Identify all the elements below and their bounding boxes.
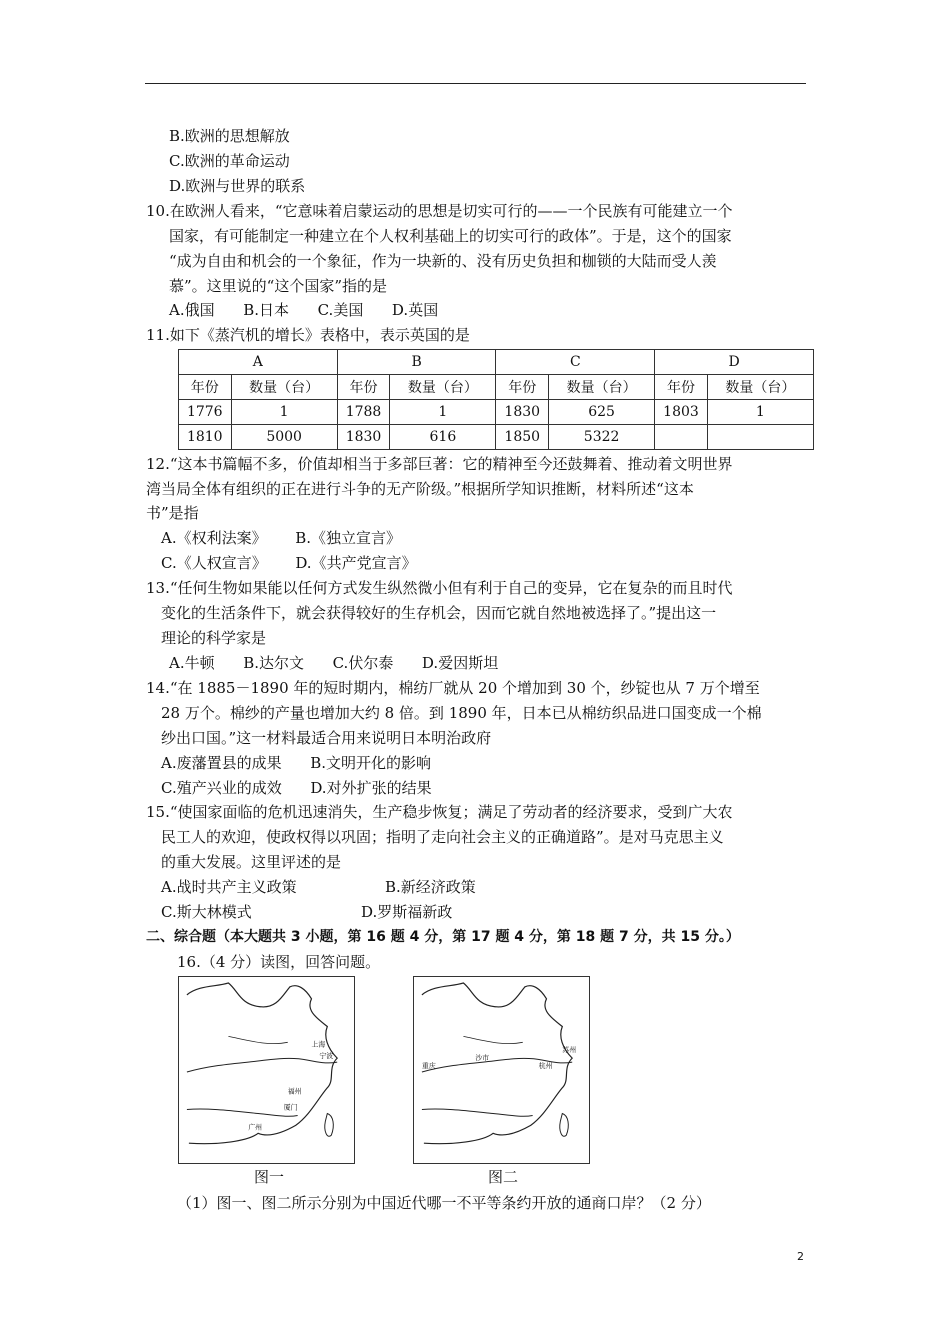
q12-line-3: 书”是指	[146, 504, 199, 522]
table-cell: 1776	[179, 400, 232, 425]
q13-options: A.牛顿 B.达尔文 C.伏尔泰 D.爱因斯坦	[169, 654, 499, 672]
table-row	[179, 400, 814, 425]
map1-label-guangzhou: 广州	[248, 1123, 263, 1132]
q13-line-1: 13.“任何生物如果能以任何方式发生纵然微小但有利于自己的变异，它在复杂的而且时代	[146, 579, 733, 597]
q10-line-4: 慕”。这里说的“这个国家”指的是	[169, 277, 388, 295]
q10-line-2: 国家，有可能制定一种建立在个人权利基础上的切实可行的政体”。于是，这个的国家	[169, 227, 732, 245]
col-year: 年份	[496, 375, 549, 400]
q14-line-2: 28 万个。棉纱的产量也增加大约 8 倍。到 1890 年，日本已从棉纺织品进口国变成一个棉	[161, 704, 762, 722]
table-cell: 1850	[496, 425, 549, 450]
q14-options-ab: A.废藩置县的成果 B.文明开化的影响	[161, 754, 432, 772]
table-cell: 1788	[337, 400, 390, 425]
q12-line-2: 湾当局全体有组织的正在进行斗争的无产阶级。”根据所学知识推断，材料所述“这本	[146, 480, 694, 498]
map2-caption: 图二	[488, 1168, 519, 1186]
q9-option-b: B.欧洲的思想解放	[169, 127, 290, 145]
page-number: 2	[797, 1250, 804, 1263]
map2-label-chongqing: 重庆	[421, 1062, 436, 1071]
q12-options-ab: A.《权利法案》 B.《独立宣言》	[161, 529, 402, 547]
col-year: 年份	[179, 375, 232, 400]
q13-line-2: 变化的生活条件下，就会获得较好的生存机会，因而它就自然地被选择了。”提出这一	[161, 604, 717, 622]
map1-label-ningbo: 宁波	[319, 1052, 334, 1061]
q9-option-d: D.欧洲与世界的联系	[169, 177, 306, 195]
q15-option-d: D.罗斯福新政	[361, 903, 453, 921]
group-a: A	[179, 350, 338, 375]
china-coast-map-2	[414, 977, 589, 1163]
map1-caption: 图一	[254, 1168, 285, 1186]
steam-engine-table	[178, 349, 814, 450]
header-rule	[145, 83, 806, 84]
q14-line-3: 纱出口国。”这一材料最适合用来说明日本明治政府	[161, 729, 492, 747]
map2-label-shashi: 沙市	[475, 1054, 490, 1063]
group-d: D	[655, 350, 814, 375]
q9-option-c: C.欧洲的革命运动	[169, 152, 290, 170]
map1-label-shanghai: 上海	[311, 1040, 326, 1049]
col-count: 数量（台）	[549, 375, 655, 400]
table-cell: 1830	[337, 425, 390, 450]
table-cell	[655, 425, 708, 450]
table-cell: 625	[549, 400, 655, 425]
q11-stem: 11.如下《蒸汽机的增长》表格中，表示英国的是	[146, 326, 470, 344]
map1-label-fuzhou: 福州	[287, 1087, 302, 1096]
q13-line-3: 理论的科学家是	[161, 629, 267, 647]
table-cell: 1810	[179, 425, 232, 450]
map2-label-hangzhou: 杭州	[538, 1062, 553, 1071]
q15-option-c: C.斯大林模式	[161, 903, 252, 921]
table-cell: 1	[390, 400, 496, 425]
q12-options-cd: C.《人权宣言》 D.《共产党宣言》	[161, 554, 417, 572]
q14-options-cd: C.殖产兴业的成效 D.对外扩张的结果	[161, 779, 432, 797]
col-year: 年份	[655, 375, 708, 400]
q15-option-b: B.新经济政策	[385, 878, 476, 896]
section-heading: 二、综合题（本大题共 3 小题，第 16 题 4 分，第 17 题 4 分，第 18 题 7 分，共 15 分。）	[146, 929, 740, 945]
q15-line-1: 15.“使国家面临的危机迅速消失，生产稳步恢复；满足了劳动者的经济要求，受到广大农	[146, 803, 733, 821]
q15-line-3: 的重大发展。这里评述的是	[161, 853, 342, 871]
table-cell: 1	[231, 400, 337, 425]
q16-sub-1: （1）图一、图二所示分别为中国近代哪一不平等条约开放的通商口岸？（2 分）	[177, 1194, 711, 1212]
map2-label-suzhou: 苏州	[562, 1046, 577, 1055]
col-count: 数量（台）	[390, 375, 496, 400]
table-cell	[707, 425, 813, 450]
group-b: B	[337, 350, 496, 375]
q10-options: A.俄国 B.日本 C.美国 D.英国	[169, 301, 439, 319]
map-figure-2	[413, 976, 590, 1164]
table-row	[179, 425, 814, 450]
q14-line-1: 14.“在 1885－1890 年的短时期内，棉纺厂就从 20 个增加到 30 个，纱锭也从 7 万个增至	[146, 679, 760, 697]
map-figure-1	[178, 976, 355, 1164]
china-coast-map-1	[179, 977, 354, 1163]
table-header-columns	[179, 375, 814, 400]
q10-line-3: “成为自由和机会的一个象征，作为一块新的、没有历史负担和枷锁的大陆而受人羡	[169, 252, 717, 270]
q15-line-2: 民工人的欢迎，使政权得以巩固；指明了走向社会主义的正确道路”。是对马克思主义	[161, 828, 724, 846]
table-cell: 1830	[496, 400, 549, 425]
col-count: 数量（台）	[707, 375, 813, 400]
table-cell: 5322	[549, 425, 655, 450]
group-c: C	[496, 350, 655, 375]
q12-line-1: 12.“这本书篇幅不多，价值却相当于多部巨著：它的精神至今还鼓舞着、推动着文明世界	[146, 455, 733, 473]
q15-option-a: A.战时共产主义政策	[161, 878, 297, 896]
q10-line-1: 10.在欧洲人看来，“它意味着启蒙运动的思想是切实可行的——一个民族有可能建立一个	[146, 202, 733, 220]
map1-label-xiamen: 厦门	[283, 1103, 298, 1112]
table-cell: 1803	[655, 400, 708, 425]
table-cell: 5000	[231, 425, 337, 450]
table-header-groups	[179, 350, 814, 375]
q16-stem: 16.（4 分）读图，回答问题。	[177, 953, 381, 971]
col-count: 数量（台）	[231, 375, 337, 400]
table-cell: 1	[707, 400, 813, 425]
table-cell: 616	[390, 425, 496, 450]
col-year: 年份	[337, 375, 390, 400]
